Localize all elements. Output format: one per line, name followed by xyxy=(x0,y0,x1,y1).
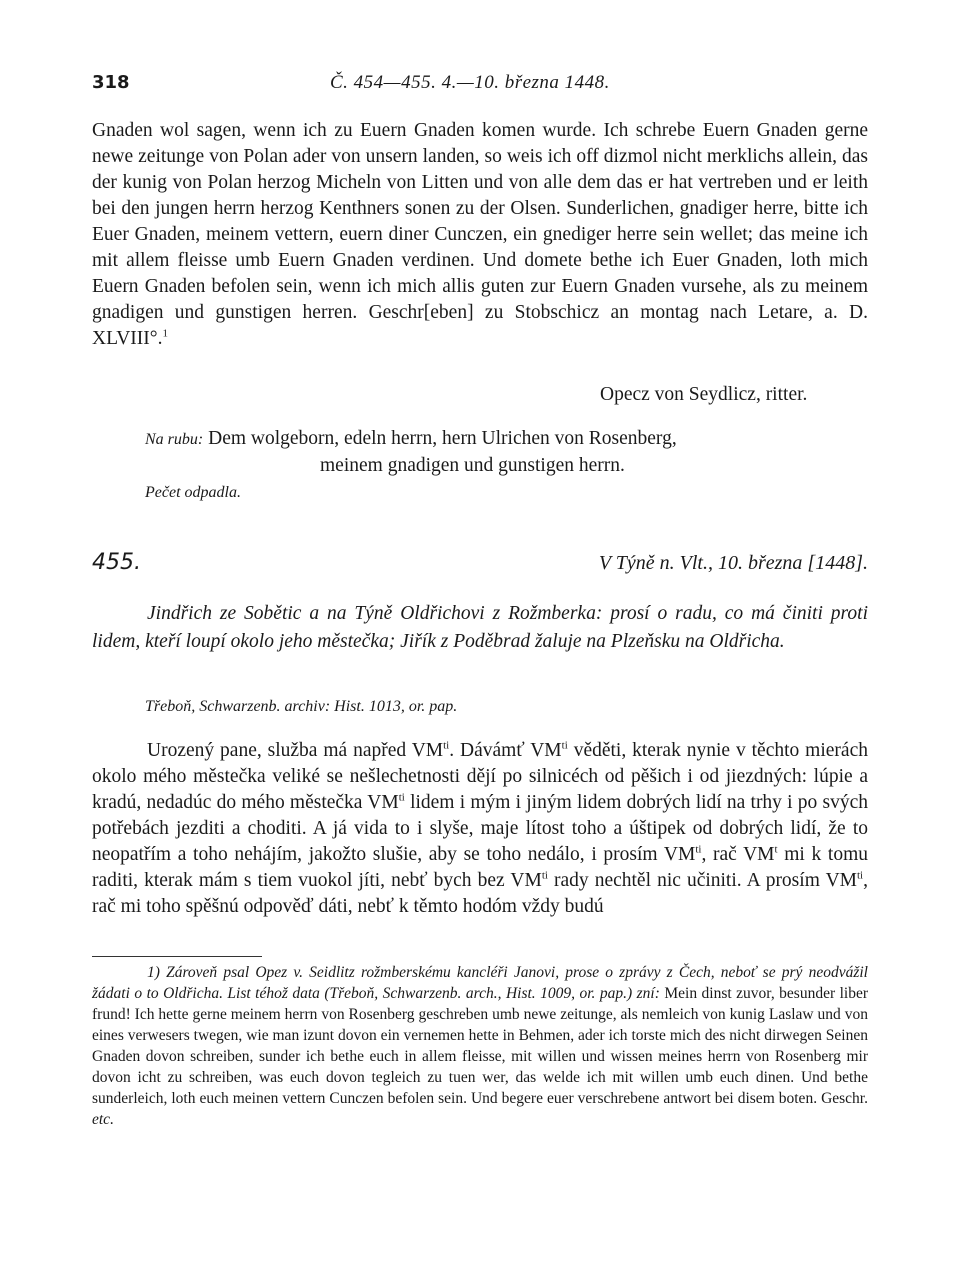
running-title: Č. 454—455. 4.—10. března 1448. xyxy=(330,72,610,93)
doc455-body: Urozený pane, služba má napřed $VM^{ti}$. Dávámť $VM^{ti}$ věděti, kterak nynie v těchto mierách okolo mého městečka veliké se nešlechetnosti dějí po silnicéch od pěšich i od jiezdných: lúpie a kradú, nedadúc do mého městečka $VM^{ti}$ lidem i mým i jiným lidem dobrých lidí na trhy i po svých potřebách jezditi a choditi. A já vida to i slyše, maje lítost toho a úštipek od dobrých lidí, že to neopatřím a toho nehájím, jakožto slušie, aby se toho nedálo, i prosím $VM^{ti}$, rač $VM^t$ mi k tomu raditi, kterak mám s tiem vuokol jíti, nebť bych bez $VM^{ti}$ rady nechtěl nic učiniti. A prosím $VM^{ti}$, rač mi toho spěšnú odpověď dáti, nebť k těmto hodóm vždy budú xyxy=(92,739,868,917)
page-number: 318 xyxy=(92,72,130,93)
footnote-text: Mein dinst zuvor, besunder liber frund! Ich hette gerne meinem herrn von Rosenberg geschreben umb newe zeitunge, als nemleich von kunig Laslaw und von eines verwesers twegen, wie man izunt dovon ein vernemen hette in Behmen, ader ich torste mich des nicht dirwegen Seinen Gnaden dovon schreiben, sunder ich bethe euch in allem fleisse, mit willen und wissen meines herrn von Rosenberg mir dovon icht zu schreiben, was euch dovon tegleich zu tuen wer, das welde ich mit willen umb euch dinen. Und bethe sunderleich, loth euch meinen vettern Cunczen befolen sein. Und begere euer verschrebene antwort bei disem boten. Geschr. xyxy=(92,985,868,1107)
page-header xyxy=(92,72,868,102)
place-date: V Týně n. Vlt., 10. března [1448]. xyxy=(598,552,868,574)
doc454-body xyxy=(92,118,868,352)
footnote-etc: etc. xyxy=(92,1111,114,1128)
archive-reference: Třeboň, Schwarzenb. archiv: Hist. 1013, or. pap. xyxy=(145,698,458,715)
footnote xyxy=(92,962,868,1130)
footnote-marker: 1) xyxy=(147,964,160,981)
address-line-1: Dem wolgeborn, edeln herrn, hern Ulrichen von Rosenberg, xyxy=(208,428,677,449)
footnote-reference: 1 xyxy=(162,327,168,340)
rubu-label: Na rubu: xyxy=(145,431,204,448)
address-line-2: meinem gnadigen und gunstigen herrn. xyxy=(320,455,625,476)
doc454-text: Gnaden wol sagen, wenn ich zu Euern Gnaden komen wurde. Ich schrebe Euern Gnaden gerne newe zeitunge von Polan ader von unsern landen, so weis ich off dizmol nicht merklichs allein, das der kunig von Polan herzog Micheln von Litten und von alle dem das er hat vertreben und er leith bei den jungen herrn herzog Kenthners sonen zu der Olsen. Sunderlichen, gnadiger herre, bitte ich Euer Gnaden, meinem vettern, euern diner Cunczen, ein gnediger herre sein wellet; das meine ich mit allem fleisse umb Euern Gnaden verdinen. Und domete bethe ich Euer Gnaden, loth mich Euern Gnaden befolen sein, wenn ich mich allis guten zur Euern Gnaden vursehe, als zu meinem gnadigen und gunstigen herren. Geschr[eben] zu Stobschicz an montag nach Letare, a. D. XLVIII°. xyxy=(92,120,868,349)
footnote-intro: Zároveň psal Opez v. Seidlitz rožmberskému kancléři Janovi, prose o zprávy z Čech, neboť se prý neodvážil žádati o to Oldřicha. List téhož data (Třeboň, Schwarzenb. arch., Hist. 1009, or. pap.) zní: xyxy=(92,964,868,1002)
document-number: 455. xyxy=(92,550,141,575)
footnote-divider xyxy=(92,956,262,957)
seal-note: Pečet odpadla. xyxy=(145,484,241,501)
signature: Opecz von Seydlicz, ritter. xyxy=(600,384,808,405)
regest: Jindřich ze Sobětic a na Týně Oldřichovi z Rožmberka: prosí o radu, co má činiti proti lidem, kteří loupí okolo jeho městečka; Jiřík z Poděbrad žaluje na Plzeňsku na Oldřicha. xyxy=(92,603,868,652)
address-block xyxy=(145,426,868,479)
